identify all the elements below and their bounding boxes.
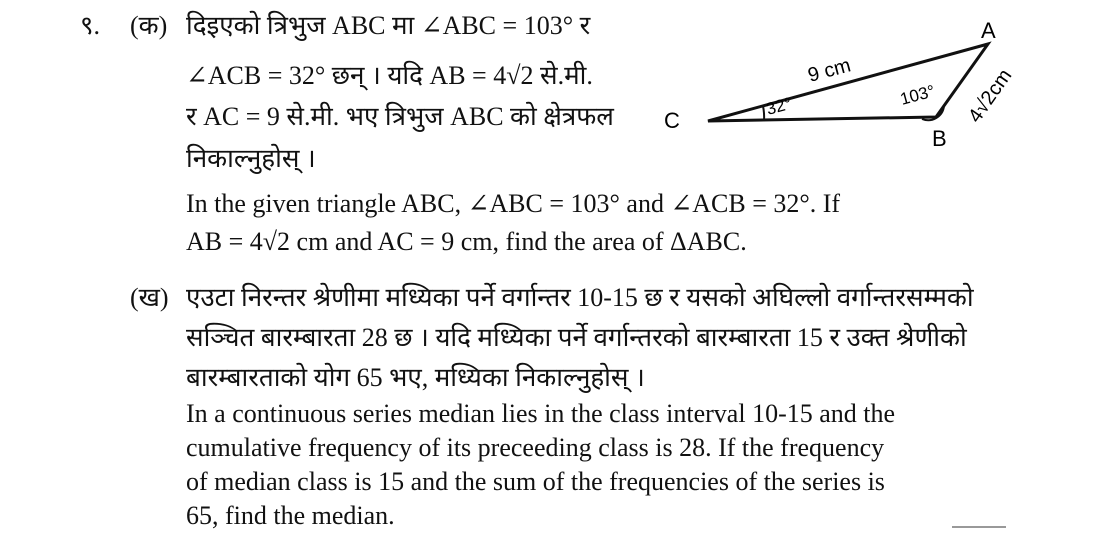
part-b-label: (ख): [130, 283, 169, 312]
part-b-np-line-1: एउटा निरन्तर श्रेणीमा मध्यिका पर्ने वर्गान्तर 10-15 छ र यसको अघिल्लो वर्गान्तरसम्मको: [186, 283, 974, 312]
part-b-np-line-2: सञ्चित बारम्बारता 28 छ । यदि मध्यिका पर्ने वर्गान्तरको बारम्बारता 15 र उक्त श्रेणीको: [186, 323, 967, 352]
part-a-en-line-1: In the given triangle ABC, ∠ABC = 103° and ∠ACB = 32°. If: [186, 189, 841, 218]
page-edge-mark: [952, 526, 1006, 532]
part-a-np-line-2: ∠ACB = 32° छन् । यदि AB = 4√2 से.मी.: [186, 61, 593, 90]
angle-c-label: 32°: [764, 93, 794, 119]
side-ac-label: 9 cm: [805, 54, 854, 87]
part-a-en-line-2: AB = 4√2 cm and AC = 9 cm, find the area of ΔABC.: [186, 227, 747, 256]
triangle-figure: [650, 18, 1030, 158]
part-a-label: (क): [130, 11, 168, 40]
part-b-en-line-1: In a continuous series median lies in the class interval 10-15 and the: [186, 399, 896, 428]
vertex-b-label: B: [932, 126, 947, 151]
part-b-en-line-4: 65, find the median.: [186, 501, 395, 530]
part-a-np-line-3: र AC = 9 से.मी. भए त्रिभुज ABC को क्षेत्रफल: [186, 102, 614, 131]
vertex-c-label: C: [664, 108, 680, 133]
part-b-np-line-3: बारम्बारताको योग 65 भए, मध्यिका निकाल्नुहोस् ।: [186, 363, 645, 392]
triangle-abc: [708, 44, 988, 121]
question-number: ९.: [80, 11, 101, 40]
angle-c-arc: [763, 106, 764, 121]
angle-b-label: 103°: [898, 81, 938, 109]
part-a-np-line-1: दिइएको त्रिभुज ABC मा ∠ABC = 103° र: [186, 11, 591, 40]
side-ab-label: 4√2cm: [964, 65, 1017, 127]
part-b-en-line-3: of median class is 15 and the sum of the frequencies of the series is: [186, 467, 885, 496]
part-b-en-line-2: cumulative frequency of its preceeding class is 28. If the frequency: [186, 433, 885, 462]
part-a-np-line-4: निकाल्नुहोस् ।: [186, 144, 316, 173]
vertex-a-label: A: [981, 18, 996, 43]
